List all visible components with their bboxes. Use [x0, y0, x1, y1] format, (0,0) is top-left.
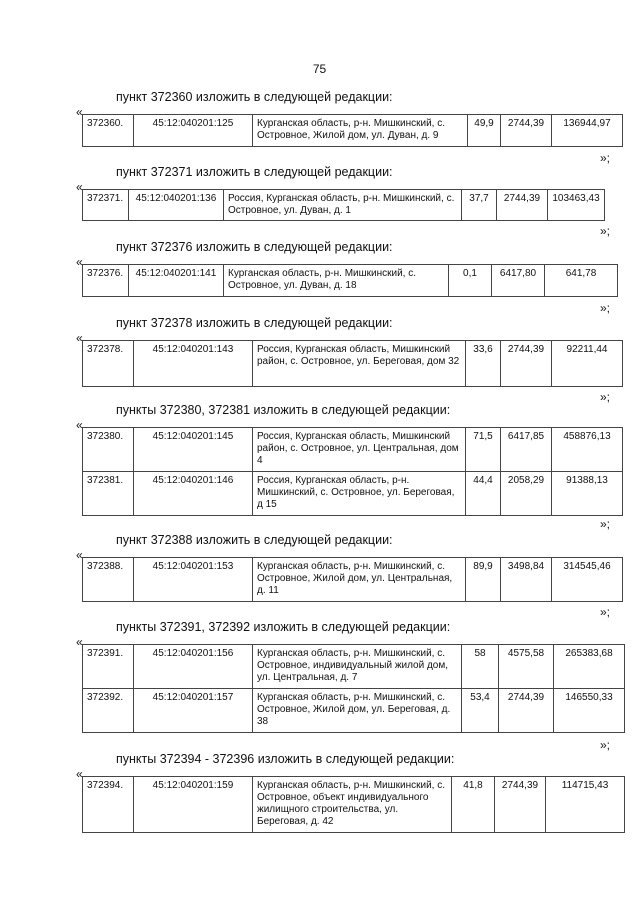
cadastral-number: 45:12:040201:136	[129, 190, 224, 221]
opening-quote: «	[76, 105, 83, 119]
amendment-table	[82, 264, 618, 297]
object-area: 53,4	[462, 689, 499, 733]
table-row	[83, 341, 623, 387]
row-number: 372394.	[83, 777, 134, 833]
cadastral-number: 45:12:040201:146	[134, 472, 253, 516]
cadastral-number: 45:12:040201:153	[134, 558, 253, 602]
page-number: 75	[312, 62, 327, 76]
closing-quote: »;	[599, 517, 610, 531]
table-row	[83, 689, 625, 733]
row-number: 372371.	[83, 190, 129, 221]
closing-quote: »;	[599, 224, 610, 238]
object-address: Курганская область, р-н. Мишкинский, с. Островное, ул. Дуван, д. 18	[224, 265, 449, 297]
cadastral-value: 114715,43	[546, 777, 625, 833]
cadastral-number: 45:12:040201:125	[134, 115, 253, 147]
object-address: Курганская область, р-н. Мишкинский, с. Островное, Жилой дом, ул. Дуван, д. 9	[253, 115, 468, 147]
opening-quote: «	[76, 255, 83, 269]
cadastral-number: 45:12:040201:145	[134, 428, 253, 472]
amendment-table	[82, 644, 625, 733]
object-area: 58	[462, 645, 499, 689]
amendment-table	[82, 189, 605, 221]
cadastral-number: 45:12:040201:141	[129, 265, 224, 297]
amendment-intro: пункты 372380, 372381 изложить в следующей редакции:	[116, 403, 451, 417]
amendment-table	[82, 114, 623, 147]
opening-quote: «	[76, 180, 83, 194]
opening-quote: «	[76, 418, 83, 432]
table-row	[83, 472, 623, 516]
object-area: 41,8	[452, 777, 495, 833]
closing-quote: »;	[599, 605, 610, 619]
closing-quote: »;	[599, 301, 610, 315]
specific-value: 2744,39	[501, 115, 552, 147]
table-row	[83, 645, 625, 689]
cadastral-value: 314545,46	[552, 558, 623, 602]
specific-value: 2058,29	[501, 472, 552, 516]
table-row	[83, 190, 605, 221]
amendment-table	[82, 427, 623, 516]
table-row	[83, 777, 625, 833]
cadastral-value: 92211,44	[552, 341, 623, 387]
amendment-table	[82, 557, 623, 602]
specific-value: 2744,39	[499, 689, 554, 733]
object-address: Курганская область, р-н. Мишкинский, с. Островное, объект индивидуального жилищного строительства, ул. Береговая, д. 42	[253, 777, 452, 833]
object-address: Россия, Курганская область, Мишкинский район, с. Островное, ул. Центральная, дом 4	[253, 428, 466, 472]
object-address: Курганская область, р-н. Мишкинский, с. Островное, Жилой дом, ул. Береговая, д. 38	[253, 689, 462, 733]
object-address: Курганская область, р-н. Мишкинский, с. Островное, индивидуальный жилой дом, ул. Центральная, д. 7	[253, 645, 462, 689]
cadastral-value: 136944,97	[552, 115, 623, 147]
table-row	[83, 428, 623, 472]
table-row	[83, 115, 623, 147]
table-row	[83, 265, 618, 297]
specific-value: 4575,58	[499, 645, 554, 689]
object-area: 0,1	[449, 265, 492, 297]
amendment-table	[82, 340, 623, 387]
amendment-intro: пункты 372391, 372392 изложить в следующей редакции:	[116, 620, 451, 634]
row-number: 372392.	[83, 689, 134, 733]
row-number: 372381.	[83, 472, 134, 516]
object-area: 49,9	[468, 115, 501, 147]
row-number: 372380.	[83, 428, 134, 472]
specific-value: 3498,84	[501, 558, 552, 602]
specific-value: 2744,39	[495, 777, 546, 833]
row-number: 372388.	[83, 558, 134, 602]
amendment-intro: пункт 372360 изложить в следующей редакции:	[116, 90, 393, 104]
object-area: 37,7	[462, 190, 497, 221]
amendment-table	[82, 776, 625, 833]
opening-quote: «	[76, 635, 83, 649]
cadastral-value: 91388,13	[552, 472, 623, 516]
row-number: 372376.	[83, 265, 129, 297]
object-area: 44,4	[466, 472, 501, 516]
cadastral-number: 45:12:040201:157	[134, 689, 253, 733]
amendment-intro: пункт 372378 изложить в следующей редакции:	[116, 316, 393, 330]
cadastral-number: 45:12:040201:159	[134, 777, 253, 833]
specific-value: 6417,85	[501, 428, 552, 472]
table-row	[83, 558, 623, 602]
amendment-intro: пункт 372376 изложить в следующей редакции:	[116, 240, 393, 254]
amendment-intro: пункт 372388 изложить в следующей редакции:	[116, 533, 393, 547]
object-area: 71,5	[466, 428, 501, 472]
object-address: Курганская область, р-н. Мишкинский, с. Островное, Жилой дом, ул. Центральная, д. 11	[253, 558, 466, 602]
cadastral-value: 641,78	[545, 265, 618, 297]
cadastral-value: 146550,33	[554, 689, 625, 733]
row-number: 372378.	[83, 341, 134, 387]
cadastral-value: 103463,43	[548, 190, 605, 221]
object-address: Россия, Курганская область, Мишкинский район, с. Островное, ул. Береговая, дом 32	[253, 341, 466, 387]
object-address: Россия, Курганская область, р-н. Мишкинский, с. Островное, ул. Береговая, д 15	[253, 472, 466, 516]
object-address: Россия, Курганская область, р-н. Мишкинский, с. Островное, ул. Дуван, д. 1	[224, 190, 462, 221]
cadastral-number: 45:12:040201:143	[134, 341, 253, 387]
opening-quote: «	[76, 331, 83, 345]
specific-value: 6417,80	[492, 265, 545, 297]
opening-quote: «	[76, 548, 83, 562]
cadastral-value: 265383,68	[554, 645, 625, 689]
object-area: 89,9	[466, 558, 501, 602]
opening-quote: «	[76, 767, 83, 781]
row-number: 372360.	[83, 115, 134, 147]
closing-quote: »;	[599, 738, 610, 752]
row-number: 372391.	[83, 645, 134, 689]
object-area: 33,6	[466, 341, 501, 387]
closing-quote: »;	[599, 390, 610, 404]
amendment-intro: пункт 372371 изложить в следующей редакции:	[116, 165, 393, 179]
cadastral-value: 458876,13	[552, 428, 623, 472]
cadastral-number: 45:12:040201:156	[134, 645, 253, 689]
specific-value: 2744,39	[501, 341, 552, 387]
amendment-intro: пункты 372394 - 372396 изложить в следующей редакции:	[116, 752, 455, 766]
specific-value: 2744,39	[497, 190, 548, 221]
closing-quote: »;	[599, 151, 610, 165]
